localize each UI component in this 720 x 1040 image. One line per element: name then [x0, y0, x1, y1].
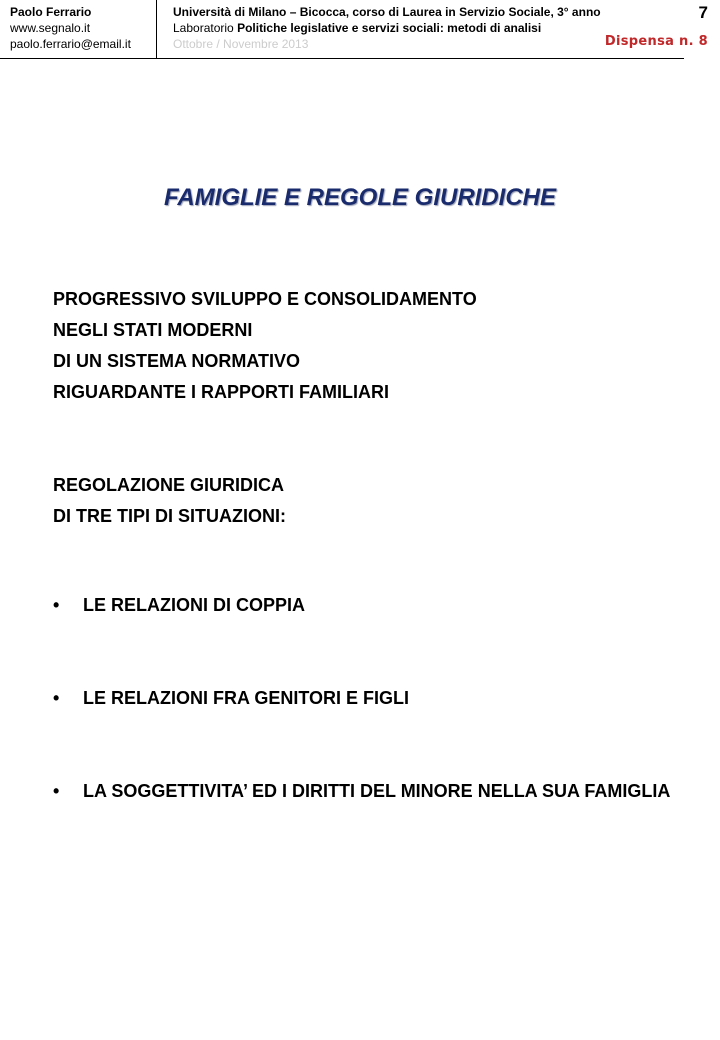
author-email: paolo.ferrario@email.it — [10, 37, 131, 51]
author-block — [10, 4, 150, 52]
list-item-text: LE RELAZIONI FRA GENITORI E FIGLI — [83, 688, 410, 708]
page-title: FAMIGLIE E REGOLE GIURIDICHE — [163, 184, 557, 211]
course-lab-title: Politiche legislative e servizi sociali: metodi di analisi — [237, 21, 542, 35]
regulation-paragraph — [53, 470, 286, 532]
situations-list — [53, 593, 693, 803]
list-item — [53, 593, 693, 617]
intro-line: NEGLI STATI MODERNI — [53, 320, 253, 340]
dispensa-label: Dispensa n. 8 — [604, 34, 708, 49]
intro-line: RIGUARDANTE I RAPPORTI FAMILIARI — [53, 382, 389, 402]
page-header — [0, 0, 720, 60]
list-item-text: LE RELAZIONI DI COPPIA — [83, 595, 306, 615]
header-horizontal-divider — [0, 58, 684, 59]
list-item — [53, 686, 693, 710]
bullet-icon: • — [53, 595, 60, 615]
page-number: 7 — [698, 3, 708, 22]
list-item-text: LA SOGGETTIVITA’ ED I DIRITTI DEL MINORE NELLA SUA FAMIGLIA — [83, 781, 671, 801]
regulation-line: REGOLAZIONE GIURIDICA — [53, 475, 285, 495]
course-block — [173, 4, 673, 52]
author-name: Paolo Ferrario — [10, 5, 92, 19]
intro-line: PROGRESSIVO SVILUPPO E CONSOLIDAMENTO — [53, 289, 477, 309]
course-university-line: Università di Milano – Bicocca, corso di Laurea in Servizio Sociale, 3° anno — [173, 5, 601, 19]
regulation-line: DI TRE TIPI DI SITUAZIONI: — [53, 506, 286, 526]
intro-paragraph — [53, 284, 477, 408]
list-item — [53, 779, 693, 803]
intro-line: DI UN SISTEMA NORMATIVO — [53, 351, 300, 371]
course-lab-line — [173, 20, 673, 36]
bullet-icon: • — [53, 781, 60, 801]
course-date-line: Ottobre / Novembre 2013 — [173, 37, 309, 51]
header-vertical-divider — [156, 0, 157, 58]
author-website: www.segnalo.it — [10, 21, 91, 35]
bullet-icon: • — [53, 688, 60, 708]
course-lab-prefix: Laboratorio — [173, 21, 234, 35]
